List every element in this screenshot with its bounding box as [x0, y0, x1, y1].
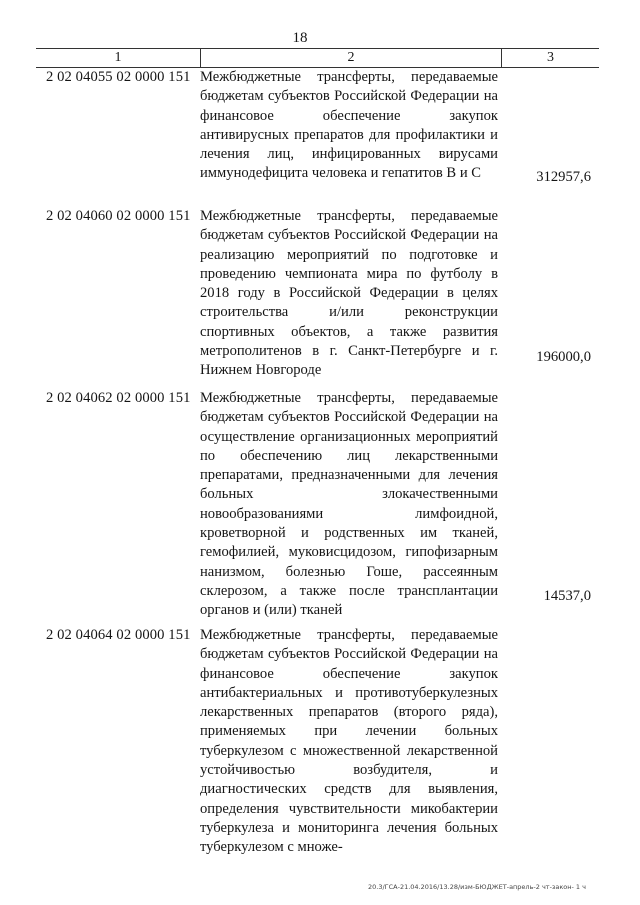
budget-code: 2 02 04064 02 0000 151 [46, 627, 191, 643]
page-number: 18 [292, 30, 308, 46]
budget-code: 2 02 04060 02 0000 151 [46, 208, 191, 224]
table-row [36, 207, 599, 387]
table-row [36, 626, 599, 866]
table-header [36, 48, 599, 68]
budget-code: 2 02 04055 02 0000 151 [46, 69, 191, 85]
row-description: Межбюджетные трансферты, передаваемые бюджетам субъектов Российской Федерации на осуществление организационных мероприятий по обеспечению лиц лекарственными препаратами, предназначенными для лечения больных злокачественными новообразованиями лимфоидной, кроветворной и родственных им тканей, гемофилией, муковисцидозом, гипофизарным нанизмом, болезнью Гоше, рассеянным склерозом, а также после трансплантации органов и (или) тканей [200, 390, 498, 619]
column-header-1: 1 [36, 49, 201, 67]
row-description: Межбюджетные трансферты, передаваемые бюджетам субъектов Российской Федерации на реализацию мероприятий по подготовке и проведению чемпионата мира по футболу в 2018 году в Российской Федерации в целях строительства и/или реконструкции спортивных объектов, а также развития метрополитенов в г. Санкт-Петербурге и г. Нижнем Новгороде [200, 208, 498, 379]
row-amount: 14537,0 [543, 588, 591, 604]
budget-code: 2 02 04062 02 0000 151 [46, 390, 191, 406]
row-description: Межбюджетные трансферты, передаваемые бюджетам субъектов Российской Федерации на финансовое обеспечение закупок антивирусных препаратов для профилактики и лечения лиц, инфицированных вирусами иммунодефицита человека и гепатитов В и С [200, 69, 498, 182]
table-row [36, 389, 599, 619]
column-header-2: 2 [201, 49, 502, 67]
row-amount: 312957,6 [536, 169, 591, 185]
row-amount: 196000,0 [536, 349, 591, 365]
column-header-3: 3 [547, 50, 554, 65]
table-row [36, 68, 599, 198]
document-footer: 20.3/ГСА-21.04.2016/13.28/изм-БЮДЖЕТ-апрель-2 чт-закон- 1 ч [368, 883, 586, 891]
row-description: Межбюджетные трансферты, передаваемые бюджетам субъектов Российской Федерации на финансовое обеспечение закупок антибактериальных и противотуберкулезных лекарственных препаратов (второго ряда), применяемых при лечении больных туберкулезом с множественной лекарственной устойчивостью возбудителя, и диагностических средств для выявления, определения чувствительности микобактерии туберкулеза и мониторинга лечения больных туберкулезом с множе- [200, 627, 498, 856]
